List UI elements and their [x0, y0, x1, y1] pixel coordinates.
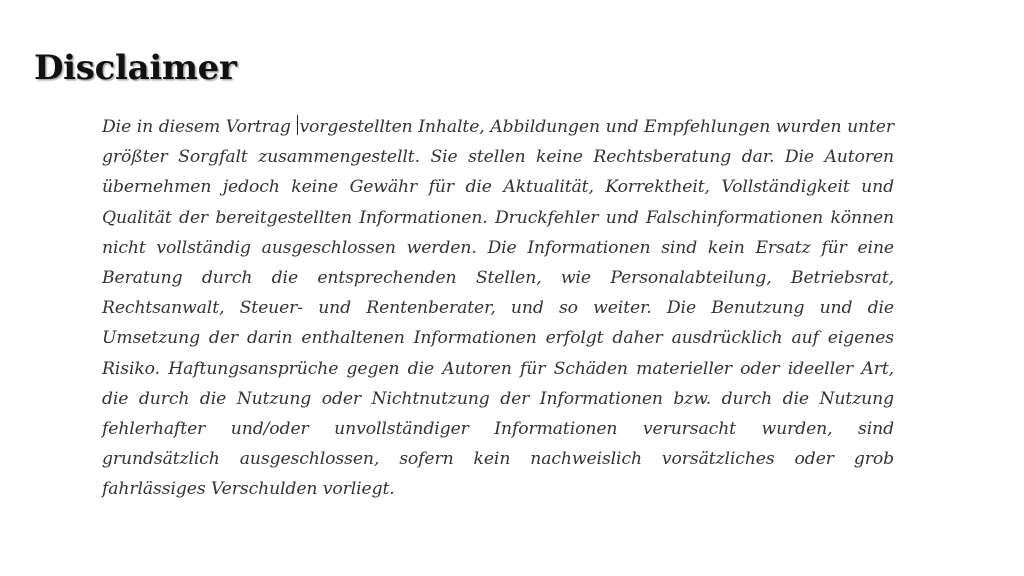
- body-text-part-2: vorgestellten Inhalte, Abbildungen und Empfehlungen wurden unter größter Sorgfalt zusammengestellt. Sie stellen keine Rechtsberatung dar. Die Autoren übernehmen jedoch keine Gewähr für die Aktualität, Korrektheit, Vollständigkeit und Qualität der bereitgestellten Informationen. Druckfehler und Falschinformationen können nicht vollständig ausgeschlossen werden. Die Informationen sind kein Ersatz für eine Beratung durch die entsprechenden Stellen, wie Personalabteilung, Betriebsrat, Rechtsanwalt, Steuer- und Rentenberater, und so weiter. Die Benutzung und die Umsetzung der darin enthaltenen Informationen erfolgt daher ausdrücklich auf eigenes Risiko. Haftungsansprüche gegen die Autoren für Schäden materieller oder ideeller Art, die durch die Nutzung oder Nichtnutzung der Informationen bzw. durch die Nutzung fehlerhafter und/oder unvollständiger Informationen verursacht wurden, sind grundsätzlich ausgeschlossen, sofern kein nachweislich vorsätzliches oder grob fahrlässiges Verschulden vorliegt.: [102, 117, 894, 500]
- slide-title[interactable]: Disclaimer: [34, 48, 237, 88]
- body-text-part-1: Die in diesem Vortrag: [102, 117, 297, 137]
- slide-body-text[interactable]: [102, 112, 894, 505]
